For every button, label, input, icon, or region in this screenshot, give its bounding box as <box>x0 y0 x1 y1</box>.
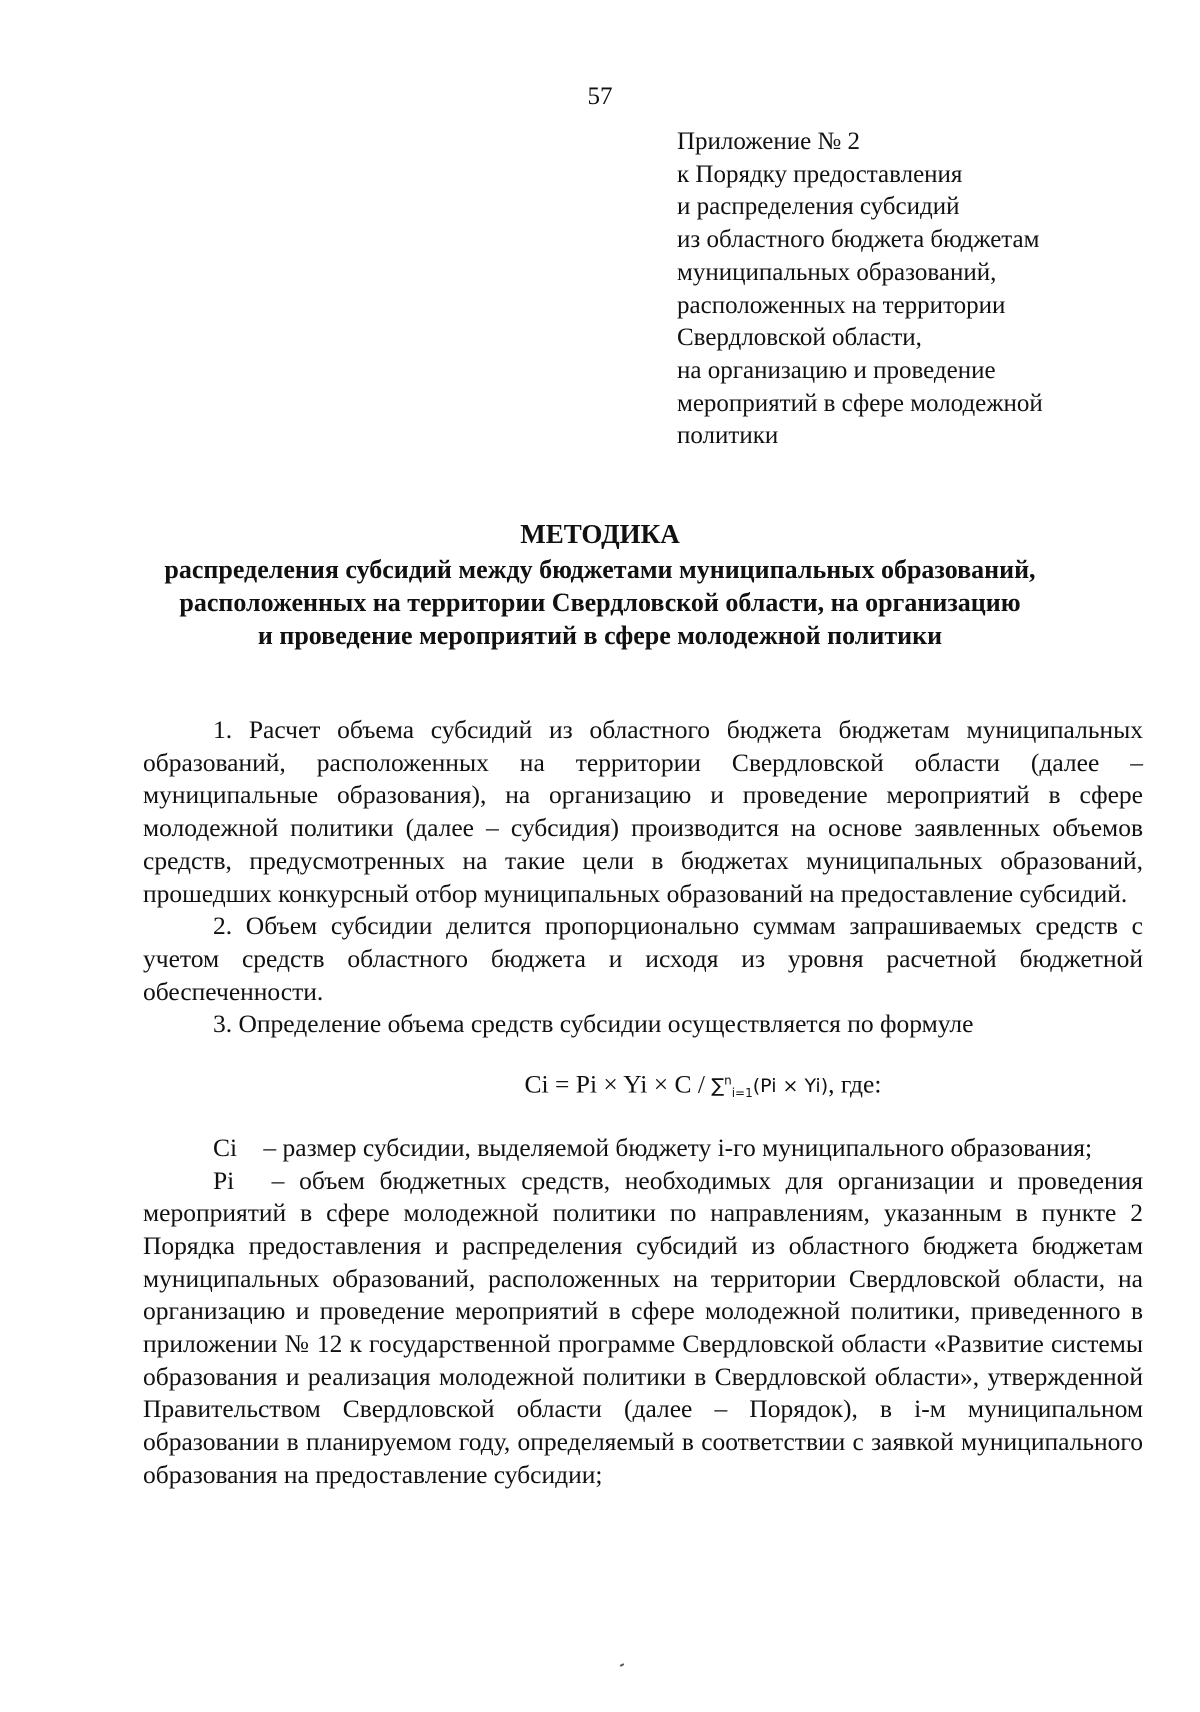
formula <box>143 1065 1143 1110</box>
scan-speck <box>620 1663 624 1667</box>
formula-main: Ci = Pi × Yi × C / <box>524 1069 712 1099</box>
paragraph-1: 1. Расчет объема субсидий из областного бюджета бюджетам муниципальных образований, расположенных на территории Свердловской области (далее – муниципальные образования), на организацию и проведение мероприятий в сфере молодежной политики (далее – субсидия) производится на основе заявленных объемов средств, предусмотренных на такие цели в бюджетах муниципальных образований, прошедших конкурсный отбор муниципальных образований на предоставление субсидий. <box>143 715 1143 908</box>
definition-pi <box>143 1165 1143 1492</box>
page-number: 57 <box>587 83 613 110</box>
sigma-symbol: ∑ <box>711 1075 725 1098</box>
appendix-line: к Порядку предоставления <box>677 160 963 188</box>
sum-term: (Pi × Yi) <box>752 1075 829 1098</box>
appendix-line: муниципальных образований, <box>677 258 997 286</box>
definition-text-ci: – размер субсидии, выделяемой бюджету i-го муниципального образования; <box>257 1132 1093 1162</box>
sigma-upper: n <box>724 1074 732 1089</box>
appendix-line: политики <box>677 422 779 450</box>
appendix-line: мероприятий в сфере молодежной <box>677 389 1043 417</box>
sigma-lower: i=1 <box>731 1086 753 1101</box>
title-main: МЕТОДИКА <box>520 519 680 549</box>
appendix-line: на организацию и проведение <box>677 356 996 384</box>
title-line: распределения субсидий между бюджетами муниципальных образований, <box>164 555 1036 584</box>
appendix-note <box>677 126 1157 453</box>
paragraph-3: 3. Определение объема средств субсидии осуществляется по формуле <box>213 1009 974 1039</box>
definition-term-pi: Pi <box>213 1165 235 1195</box>
appendix-line: Свердловской области, <box>677 324 922 352</box>
document-title <box>0 518 1200 652</box>
formula-suffix: , где: <box>828 1069 882 1099</box>
paragraph-2: 2. Объем субсидии делится пропорционально суммам запрашиваемых средств с учетом средств областного бюджета и исходя из уровня расчетной бюджетной обеспеченности. <box>143 911 1143 1006</box>
title-line: расположенных на территории Свердловской области, на организацию <box>179 588 1021 617</box>
appendix-line: Приложение № 2 <box>677 128 861 155</box>
appendix-line: из областного бюджета бюджетам <box>677 226 1040 254</box>
definition-text-pi: – объем бюджетных средств, необходимых для организации и проведения мероприятий в сфере молодежной политики по направлениям, указанным в пункте 2 Порядка предоставления и распределения субсидий из областного бюджета бюджетам муниципальных образований, расположенных на территории Свердловской области, на организацию и проведение мероприятий в сфере молодежной политики, приведенного в приложении № 12 к государственной программе Свердловской области «Развитие системы образования и реализация молодежной политики в Свердловской области», утвержденной Правительством Свердловской области (далее – Порядок), в i-м муниципальном образовании в планируемом году, определяемый в соответствии с заявкой муниципального образования на предоставление субсидии; <box>143 1165 1143 1489</box>
title-line: и проведение мероприятий в сфере молодежной политики <box>257 621 943 650</box>
sigma-sum <box>711 1074 829 1101</box>
definition-term-ci: Ci <box>213 1132 238 1162</box>
appendix-line: расположенных на территории <box>677 291 1006 319</box>
body-text <box>143 714 1143 1492</box>
definition-ci <box>143 1132 1143 1165</box>
appendix-line: и распределения субсидий <box>677 193 960 221</box>
